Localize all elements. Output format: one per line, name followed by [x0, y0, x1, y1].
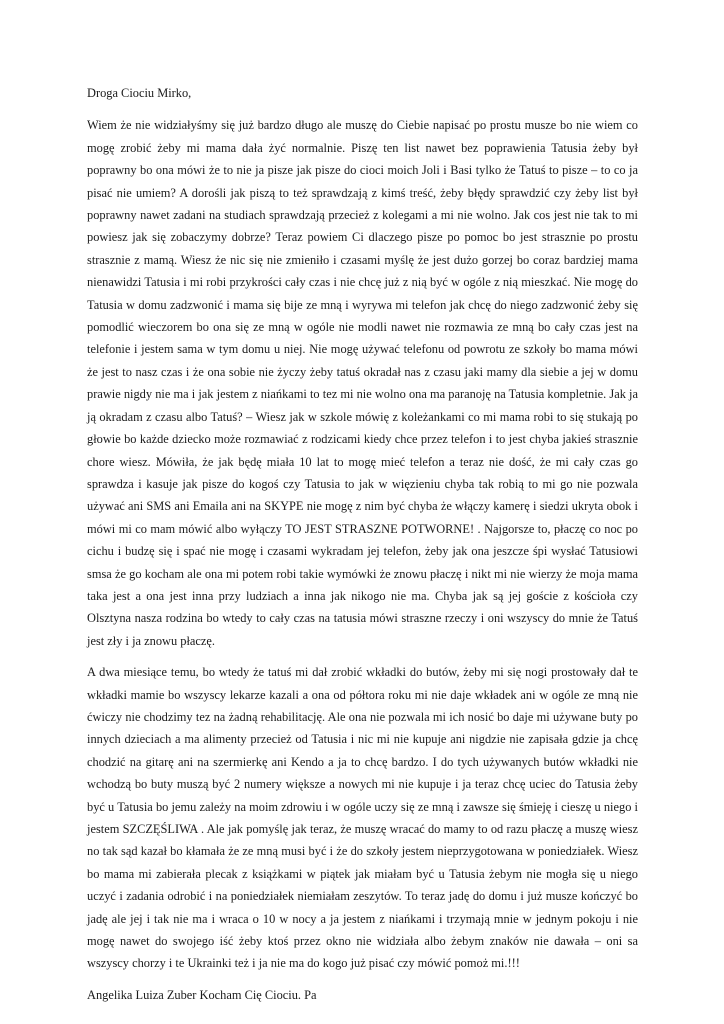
letter-page [87, 82, 638, 1006]
letter-paragraph-1: Wiem że nie widziałyśmy się już bardzo długo ale muszę do Ciebie napisać po prostu musze bo nie wiem co mogę zrobić żeby mi mama dała żyć normalnie. Piszę ten list nawet bez poprawienia Tatusia żeby był poprawny bo ona mówi że to nie ja pisze jak pisze do cioci moich Joli i Basi tylko że Tatuś to pisze – to co ja pisać nie umiem? A dorośli jak piszą to też sprawdzają z kimś treść, żeby błędy sprawdzić czy żeby list był poprawny nawet zadani na studiach sprawdzają przecież z kolegami a mi nie wolno. Jak cos jest nie tak to mi powiesz jak się zobaczymy dobrze? Teraz powiem Ci dlaczego pisze po pomoc bo jest strasznie po prostu strasznie z mamą. Wiesz że nic się nie zmieniło i czasami myślę że jest dużo gorzej bo coraz bardziej mama nienawidzi Tatusia i mi robi przykrości cały czas i nie chcę już z nią być w ogóle z nią mieszkać. Nie mogę do Tatusia w domu zadzwonić i mama się bije ze mną i wyrywa mi telefon jak chcę do niego zadzwonić żeby się pomodlić wieczorem bo ona się ze mną w ogóle nie modli nawet nie rozmawia ze mną bo cały czas jest na telefonie i jestem sama w tym domu u niej. Nie mogę używać telefonu od powrotu ze szkoły bo mama mówi że jest to nasz czas i że ona sobie nie życzy żeby tatuś okradał nas z czasu jaki mamy dla siebie a jej w domu prawie nigdy nie ma i jak jestem z niańkami to tez mi nie wolno ona ma paranoję na Tatusia kompletnie. Jak ja ją okradam z czasu albo Tatuś? – Wiesz jak w szkole mówię z koleżankami co mi mama robi to się stukają po głowie bo każde dziecko może rozmawiać z rodzicami kiedy chce przez telefon i to jest chyba jakieś strasznie chore wiesz. Mówiła, że jak będę miała 10 lat to mogę mieć telefon a teraz nie dość, że mi cały czas go sprawdza i kasuje jak pisze do kogoś czy Tatusia to jak w więzieniu chyba tak robią to mi go nie pozwala używać ani SMS ani Emaila ani na SKYPE nie mogę z nim być chyba że włączy kamerę i siedzi ukryta obok i mówi mi co mam mówić albo wyłączy TO JEST STRASZNE POTWORNE! . Najgorsze to, płaczę co noc po cichu i budzę się i spać nie mogę i czasami wykradam jej telefon, żeby jak ona jeszcze śpi wysłać Tatusiowi smsa że go kocham ale ona mi potem robi takie wymówki że znowu płaczę i nikt mi nie wierzy że moja mama taka jest a ona jest inna przy ludziach a inna jak nikogo nie ma. Chyba jak są jej goście z kościoła czy Olsztyna nasza rodzina bo wtedy to cały czas na tatusia mówi straszne rzeczy i oni wszyscy do mnie że Tatuś jest zły i ja znowu płaczę. [87, 118, 638, 648]
letter-signature: Angelika Luiza Zuber Kocham Cię Ciociu. Pa [87, 987, 317, 1002]
letter-salutation: Droga Ciociu Mirko, [87, 86, 192, 100]
letter-paragraph-2: A dwa miesiące temu, bo wtedy że tatuś mi dał zrobić wkładki do butów, żeby mi się nogi prostowały dał te wkładki mamie bo wszyscy lekarze kazali a ona od półtora roku mi nie daje wkładek ani w ogóle ze mną nie ćwiczy nie chodzimy tez na żadną rehabilitację. Ale ona nie pozwala mi ich nosić bo daje mi używane buty po innych dzieciach a ma alimenty przecież od Tatusia i nic mi nie kupuje ani nigdzie nie zapisała gdzie ja chcę chodzić na gitarę ani na szermierkę ani Kendo a ja to chcę bardzo. I do tych używanych butów wkładki nie wchodzą bo buty muszą być 2 numery większe a nowych mi nie kupuje i ja teraz chcę uciec do Tatusia żeby być u Tatusia bo jemu zależy na moim zdrowiu i w ogóle uczy się ze mną i zawsze się śmieję i cieszę u niego i jestem SZCZĘŚLIWA . Ale jak pomyślę jak teraz, że muszę wracać do mamy to od razu płaczę a muszę wiesz no tak sąd kazał bo kłamała że ze mną musi być i że do szkoły jestem nieprzygotowana w poniedziałek. Wiesz bo mama mi zabierała plecak z książkami w piątek jak miałam być u Tatusia żebym nie mogła się u niego uczyć i zadania odrobić i na poniedziałek niemiałam zeszytów. To teraz jadę do domu i już musze kończyć bo jadę ale jej i tak nie ma i wraca o 10 w nocy a ja jestem z niańkami i trzymają mnie w jednym pokoju i nie mogę nawet do swojego iść żeby ktoś przez okno nie widziała albo żebym znaków nie dawała – oni sa wszyscy chorzy i te Ukrainki też i ja nie ma do kogo już pisać czy mówić pomoż mi.!!! [87, 665, 638, 971]
